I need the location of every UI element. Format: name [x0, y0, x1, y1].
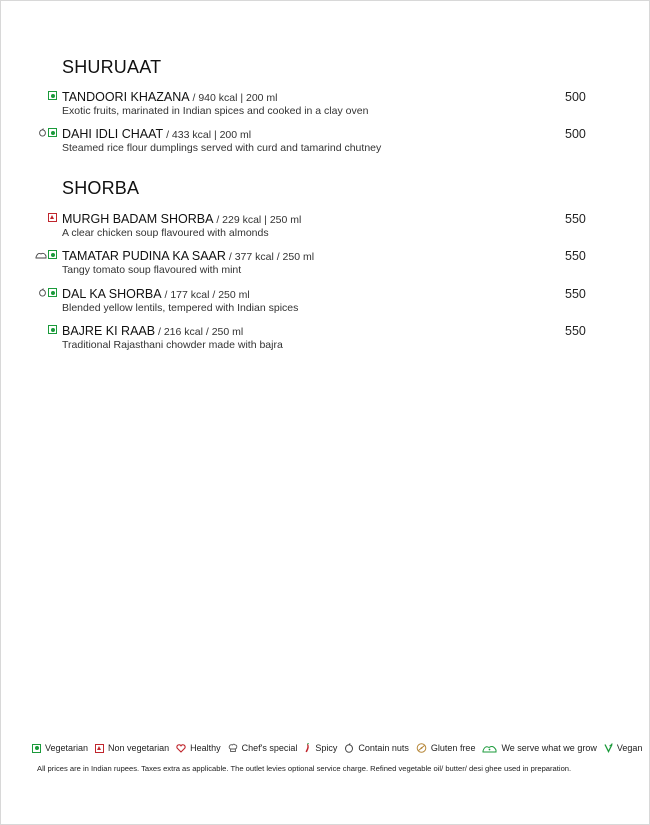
legend-item-healthy: [176, 743, 221, 753]
legend-item-chefs-special: [228, 743, 298, 753]
item-icons: [35, 250, 57, 259]
non-veg-icon: [48, 213, 57, 222]
legend-label: Contain nuts: [358, 743, 409, 753]
item-price: 550: [565, 324, 586, 338]
item-meta: / 177 kcal / 250 ml: [161, 289, 250, 301]
legend-item-vegan: [604, 743, 643, 753]
item-meta: / 433 kcal | 200 ml: [163, 129, 252, 141]
item-name: DAHI IDLI CHAAT: [62, 127, 164, 141]
item-price: 550: [565, 212, 586, 226]
menu-item-dal-ka-shorba: [0, 287, 650, 317]
legend-label: Chef's special: [241, 743, 298, 753]
item-meta: / 377 kcal / 250 ml: [225, 251, 315, 263]
item-price: 500: [565, 90, 586, 104]
veg-icon: [48, 91, 57, 100]
item-description: Traditional Rajasthani chowder made with bajra: [62, 339, 283, 351]
menu-item-bajre-ki-raab: [0, 324, 650, 354]
item-description: Blended yellow lentils, tempered with Indian spices: [62, 302, 299, 314]
veg-icon: [48, 325, 57, 334]
heart-icon: [176, 744, 186, 753]
item-name: TAMATAR PUDINA KA SAAR: [62, 249, 226, 263]
menu-item-dahi-idli-chaat: [0, 127, 650, 157]
menu-item-murgh-badam-shorba: [0, 212, 650, 242]
item-icons: [38, 288, 57, 297]
legend-item-contain-nuts: [344, 743, 409, 753]
legend-label: Vegan: [616, 743, 643, 753]
legend-item-vegetarian: [32, 743, 88, 753]
veg-icon: [48, 128, 57, 137]
legend-label: Gluten free: [430, 743, 476, 753]
non-veg-icon: [95, 744, 104, 753]
contain-nuts-icon: [38, 128, 47, 137]
we-serve-what-we-grow-icon: [35, 251, 47, 259]
legend-label: We serve what we grow: [501, 743, 597, 753]
item-description: Steamed rice flour dumplings served with curd and tamarind chutney: [62, 142, 382, 154]
item-name: BAJRE KI RAAB: [62, 324, 156, 338]
veg-icon: [32, 744, 41, 753]
item-price: 550: [565, 287, 586, 301]
item-name: MURGH BADAM SHORBA: [62, 212, 214, 226]
dietary-legend: [32, 743, 643, 753]
item-meta: / 216 kcal / 250 ml: [155, 326, 244, 338]
item-icons: [48, 91, 57, 100]
farm-icon: [482, 744, 497, 753]
section-title-shorba: SHORBA: [62, 178, 140, 198]
wheat-icon: [416, 743, 427, 753]
contain-nuts-icon: [38, 288, 47, 297]
item-icons: [48, 325, 57, 334]
item-price: 500: [565, 127, 586, 141]
item-description: A clear chicken soup flavoured with almonds: [62, 227, 269, 239]
legend-item-gluten-free: [416, 743, 476, 753]
veg-icon: [48, 250, 57, 259]
item-name: TANDOORI KHAZANA: [62, 90, 190, 104]
leaf-icon: [604, 743, 613, 753]
legend-item-non-vegetarian: [95, 743, 169, 753]
item-description: Tangy tomato soup flavoured with mint: [62, 264, 242, 276]
legend-label: Healthy: [190, 743, 221, 753]
item-description: Exotic fruits, marinated in Indian spices and cooked in a clay oven: [62, 105, 369, 117]
chef-hat-icon: [228, 743, 238, 753]
legend-item-spicy: [304, 743, 337, 753]
item-icons: [48, 213, 57, 222]
chili-icon: [304, 743, 311, 753]
menu-item-tandoori-khazana: [0, 90, 650, 120]
nut-icon: [344, 743, 354, 753]
price-disclaimer: All prices are in Indian rupees. Taxes extra as applicable. The outlet levies optional service charge. Refined vegetable oil/ butter/ desi ghee used in preparation.: [37, 764, 572, 773]
section-title-shuruaat: SHURUAAT: [62, 57, 162, 77]
item-name: DAL KA SHORBA: [62, 287, 162, 301]
legend-label: Non vegetarian: [108, 743, 170, 753]
veg-icon: [48, 288, 57, 297]
menu-item-tamatar-pudina-ka-saar: [0, 249, 650, 279]
legend-item-we-serve-what-we-grow: [482, 743, 596, 753]
item-price: 550: [565, 249, 586, 263]
item-icons: [38, 128, 57, 137]
item-meta: / 940 kcal | 200 ml: [189, 92, 278, 104]
legend-label: Vegetarian: [45, 743, 89, 753]
legend-label: Spicy: [315, 743, 338, 753]
item-meta: / 229 kcal | 250 ml: [213, 214, 302, 226]
